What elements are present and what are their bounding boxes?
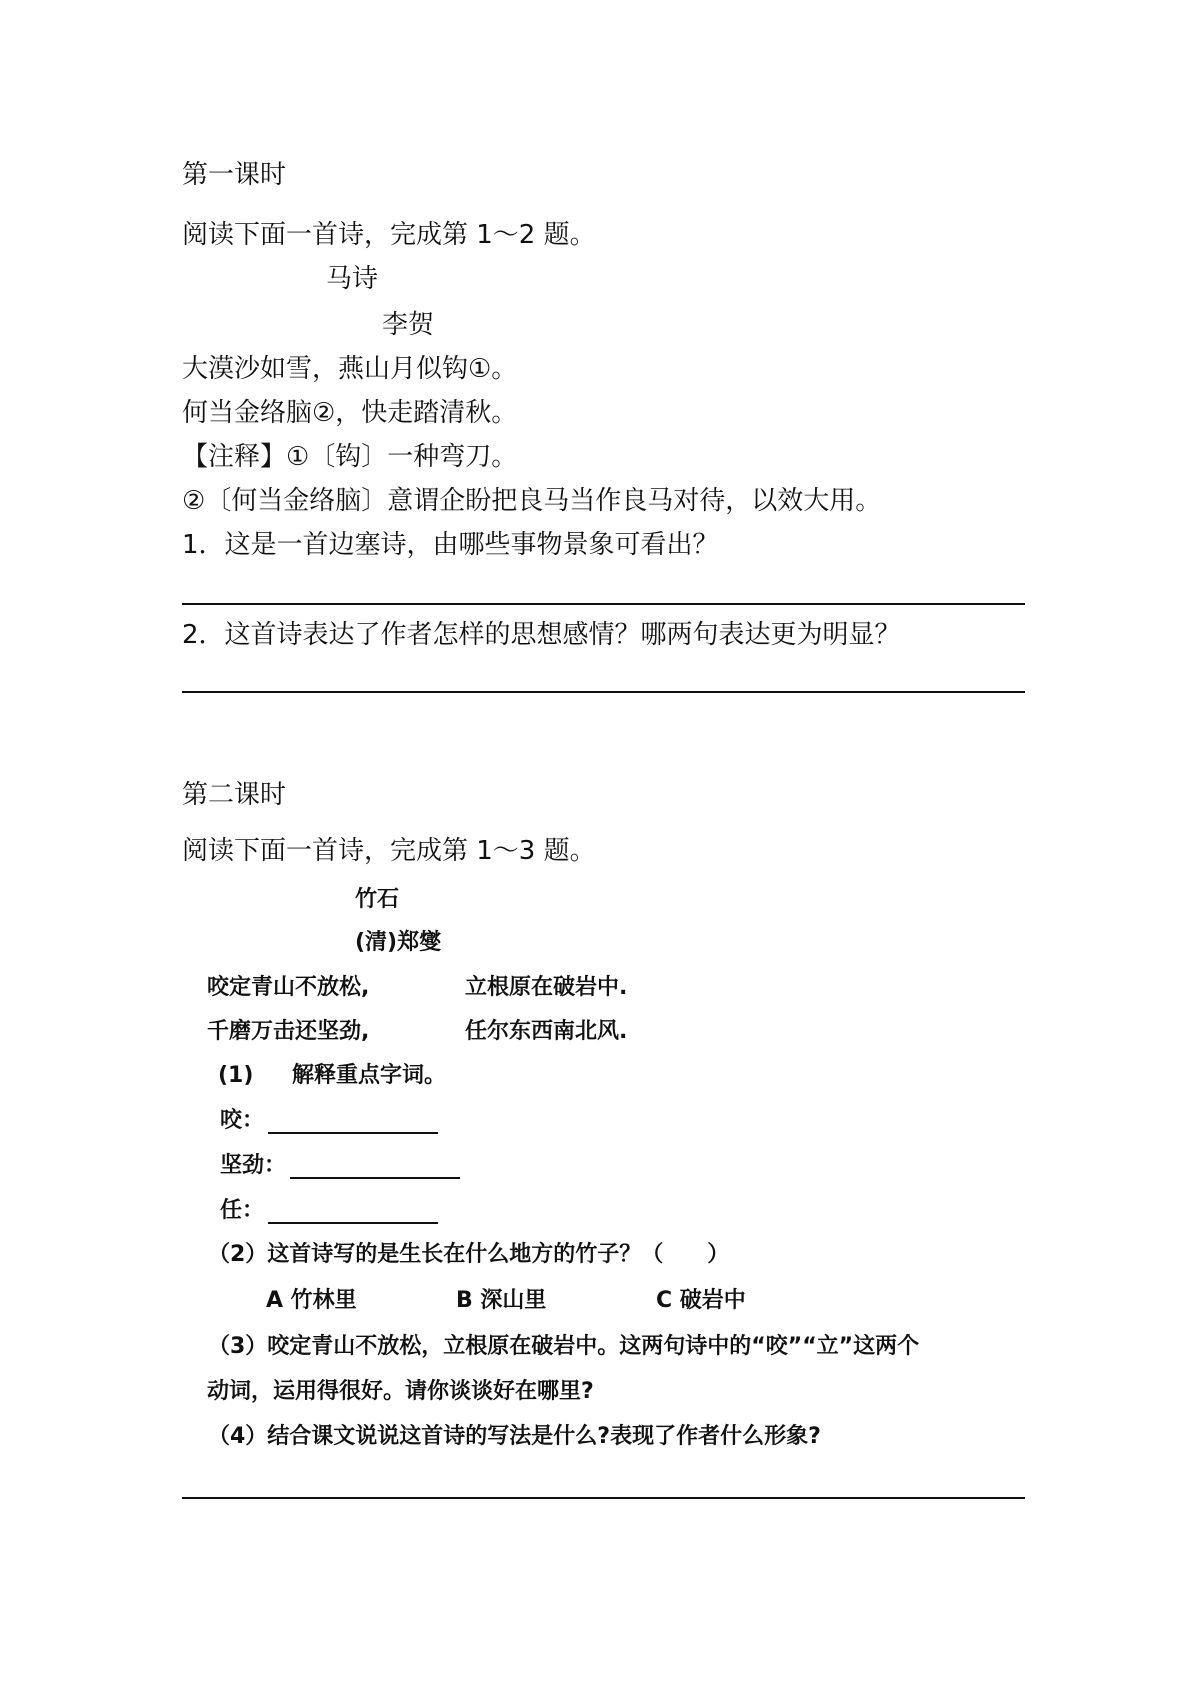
lesson1-note-2: ②〔何当金络脑〕意谓企盼把良马当作良马对待，以效大用。	[182, 486, 882, 516]
lesson2-poem-row2-right: 任尔东西南北风.	[465, 1019, 628, 1044]
answer-line[interactable]	[182, 603, 1025, 605]
lesson2-poem-row1-right: 立根原在破岩中.	[465, 975, 628, 1000]
vocab-blank-1[interactable]	[268, 1110, 438, 1134]
lesson1-poem-title: 马诗	[326, 264, 379, 294]
vocab-word-3: 任：	[220, 1198, 265, 1223]
vocab-row-1	[220, 1108, 438, 1134]
vocab-word-1: 咬：	[220, 1108, 265, 1133]
vocab-row-2	[220, 1153, 460, 1179]
lesson1-instruction: 阅读下面一首诗，完成第 1～2 题。	[182, 220, 596, 250]
lesson1-question-2: 2．这首诗表达了作者怎样的思想感情？哪两句表达更为明显？	[182, 620, 901, 650]
vocab-word-2: 坚劲：	[220, 1153, 287, 1178]
answer-line[interactable]	[182, 691, 1025, 693]
question-1-text: 解释重点字词。	[292, 1063, 447, 1088]
option-c[interactable]: C 破岩中	[656, 1288, 746, 1313]
lesson2-title: 第二课时	[182, 780, 287, 810]
lesson1-poem-line-2: 何当金络脑②，快走踏清秋。	[182, 398, 518, 428]
question-3-line-2: 动词，运用得很好。请你谈谈好在哪里?	[207, 1379, 594, 1404]
lesson2-poem-row2-left: 千磨万击还坚劲,	[207, 1019, 370, 1044]
answer-line[interactable]	[182, 1497, 1025, 1499]
lesson2-poem-row1-left: 咬定青山不放松,	[207, 975, 370, 1000]
vocab-row-3	[220, 1198, 438, 1224]
question-2: （2）这首诗写的是生长在什么地方的竹子？（ ）	[208, 1242, 730, 1267]
option-a[interactable]: A 竹林里	[266, 1288, 357, 1313]
lesson2-poem-author: (清)郑燮	[355, 930, 442, 955]
lesson1-poem-author: 李贺	[382, 310, 435, 340]
question-4: （4）结合课文说说这首诗的写法是什么?表现了作者什么形象?	[208, 1424, 821, 1449]
option-b[interactable]: B 深山里	[456, 1288, 547, 1313]
question-1-number: (1)	[218, 1063, 254, 1088]
question-3-line-1: （3）咬定青山不放松，立根原在破岩中。这两句诗中的“咬”“立”这两个	[208, 1334, 920, 1359]
lesson1-poem-line-1: 大漠沙如雪，燕山月似钩①。	[182, 354, 518, 384]
lesson1-question-1: 1．这是一首边塞诗，由哪些事物景象可看出？	[182, 530, 719, 560]
lesson2-instruction: 阅读下面一首诗，完成第 1～3 题。	[182, 836, 596, 866]
lesson2-poem-title: 竹石	[355, 887, 400, 912]
vocab-blank-2[interactable]	[290, 1155, 460, 1179]
lesson1-title: 第一课时	[182, 160, 287, 190]
lesson1-note-1: 【注释】①〔钩〕一种弯刀。	[182, 442, 518, 472]
vocab-blank-3[interactable]	[268, 1200, 438, 1224]
